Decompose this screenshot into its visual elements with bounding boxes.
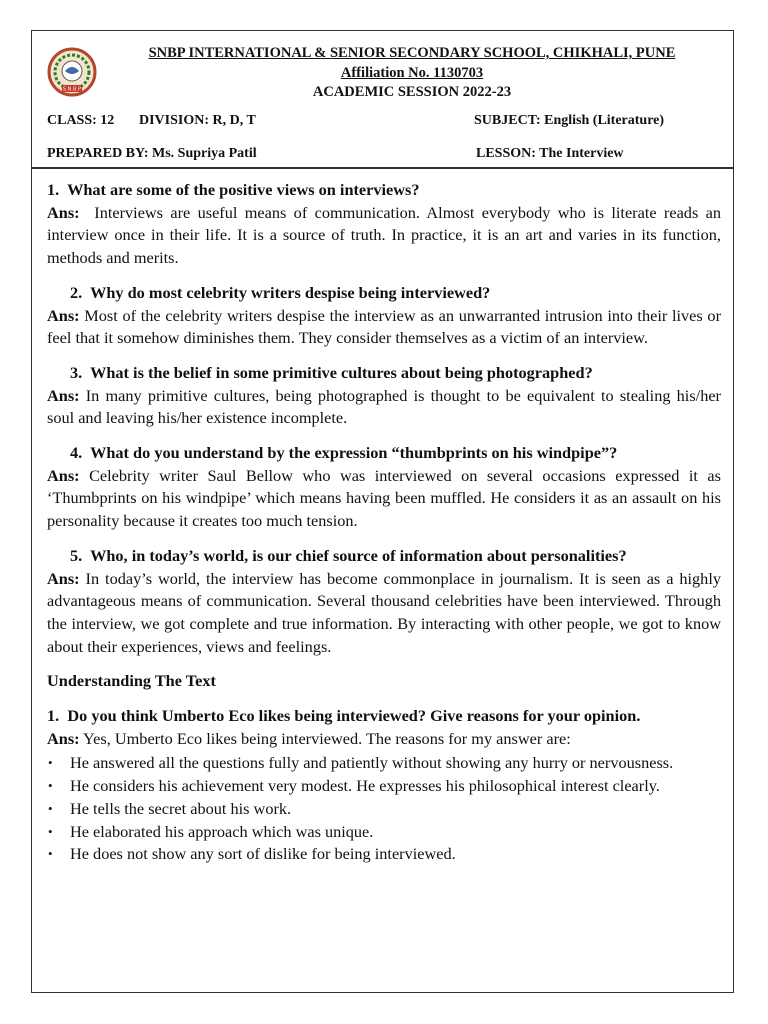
answer-4: Ans: Celebrity writer Saul Bellow who was interviewed on several occasions expressed it as ‘Thumbprints on his windpipe’ which means having been muffled. He considers it as an assault on his personality because it creates too much tension. bbox=[47, 465, 721, 531]
understanding-answer-1: Ans: Yes, Umberto Eco likes being interviewed. The reasons for my answer are: bbox=[47, 728, 571, 748]
question-1: 1. What are some of the positive views on interviews? bbox=[47, 180, 420, 199]
answer-3: Ans: In many primitive cultures, being photographed is thought to be equivalent to stealing his/her soul and leaving his/her existence incomplete. bbox=[47, 385, 721, 428]
list-item: • He elaborated his approach which was unique. bbox=[70, 821, 721, 844]
affiliation-number: Affiliation No. 1130703 bbox=[340, 65, 484, 81]
bullet-icon: • bbox=[48, 755, 53, 771]
understanding-question-1: 1. Do you think Umberto Eco likes being interviewed? Give reasons for your opinion. bbox=[47, 706, 641, 726]
prepared-by-label: PREPARED BY: Ms. Supriya Patil bbox=[47, 146, 257, 161]
subject-label: SUBJECT: English (Literature) bbox=[474, 113, 665, 128]
list-item: • He does not show any sort of dislike for being interviewed. bbox=[70, 843, 721, 866]
answer-5: Ans: In today’s world, the interview has become commonplace in journalism. It is seen as a highly advantageous means of communication. Several thousand celebrities have been interviewed. Through the interview, we got complete and true information. By interacting with other people, we got to know about their experiences, views and feelings. bbox=[47, 568, 721, 656]
school-logo-icon bbox=[47, 47, 97, 97]
section-title: Understanding The Text bbox=[47, 671, 216, 691]
bullet-icon: • bbox=[48, 846, 53, 862]
answer-2: Ans: Most of the celebrity writers despise the interview as an unwarranted intrusion into their lives or feel that it somehow diminishes them. They consider themselves as a victim of an interview. bbox=[47, 305, 721, 348]
question-2: 2. Why do most celebrity writers despise being interviewed? bbox=[70, 282, 491, 302]
list-item: • He considers his achievement very modest. He expresses his philosophical interest clearly. bbox=[70, 775, 721, 798]
academic-session: ACADEMIC SESSION 2022-23 bbox=[312, 84, 512, 100]
worksheet-page bbox=[31, 30, 734, 993]
answer-1: Ans: Interviews are useful means of communication. Almost everybody who is literate reads an interview once in their life. It is a source of truth. In practice, it is an art and varies in its function, methods and merits. bbox=[47, 202, 722, 268]
division-label: DIVISION: R, D, T bbox=[139, 113, 256, 128]
bullet-icon: • bbox=[48, 778, 53, 794]
question-4: 4. What do you understand by the expression “thumbprints on his windpipe”? bbox=[70, 443, 618, 463]
lesson-label: LESSON: The Interview bbox=[476, 146, 624, 161]
bullet-icon: • bbox=[48, 823, 53, 839]
logo-text: S.N.B.P bbox=[62, 86, 82, 93]
class-label: CLASS: 12 bbox=[47, 113, 115, 128]
question-3: 3. What is the belief in some primitive cultures about being photographed? bbox=[70, 362, 593, 382]
reasons-list bbox=[47, 752, 721, 866]
list-item: • He answered all the questions fully and patiently without showing any hurry or nervousness. bbox=[70, 752, 721, 775]
school-name: SNBP INTERNATIONAL & SENIOR SECONDARY SCHOOL, CHIKHALI, PUNE bbox=[148, 45, 676, 61]
bullet-icon: • bbox=[48, 800, 53, 816]
question-5: 5. Who, in today’s world, is our chief source of information about personalities? bbox=[70, 545, 627, 565]
list-item: • He tells the secret about his work. bbox=[70, 798, 721, 821]
header-divider bbox=[32, 167, 733, 169]
content-body bbox=[47, 179, 721, 866]
